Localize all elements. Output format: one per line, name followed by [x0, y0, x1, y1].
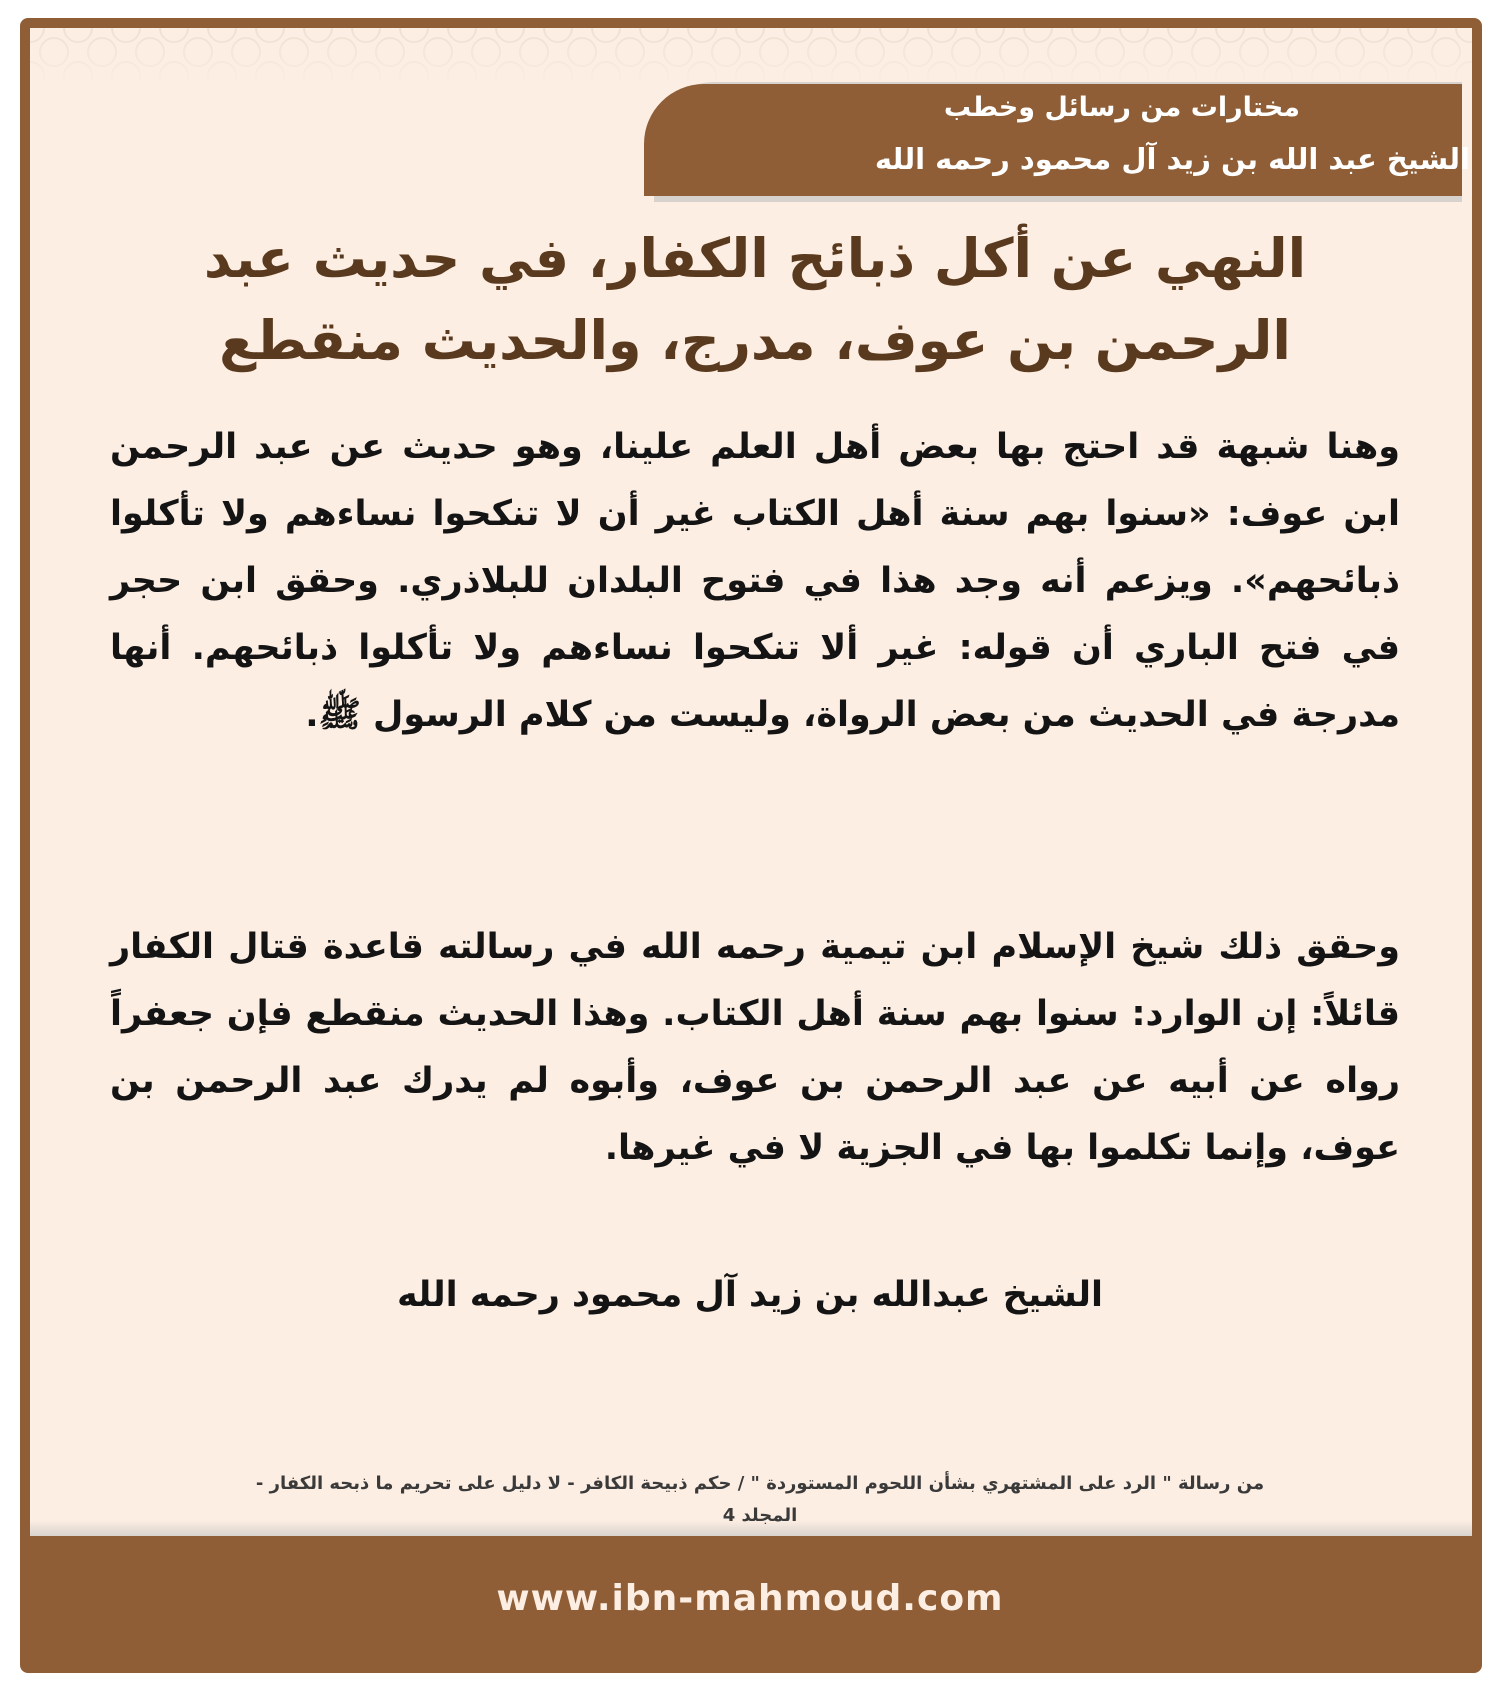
author-header: الشيخ عبد الله بن زيد آل محمود رحمه الله	[874, 142, 1470, 176]
paragraph-2: وحقق ذلك شيخ الإسلام ابن تيمية رحمه الله في رسالته قاعدة قتال الكفار قائلاً: إن الوارد: سنوا بهم سنة أهل الكتاب. وهذا الحديث منقطع فإن جعفراً رواه عن أبيه عن عبد الرحمن بن عوف، وأبوه لم يدرك عبد الرحمن بن عوف، وإنما تكلموا بها في الجزية لا في غيرها.	[110, 927, 1400, 1168]
website-link[interactable]: www.ibn-mahmoud.com	[496, 1578, 1004, 1619]
author-signature: الشيخ عبدالله بن زيد آل محمود رحمه الله	[396, 1275, 1104, 1315]
paragraph-1: وهنا شبهة قد احتج بها بعض أهل العلم علينا، وهو حديث عن عبد الرحمن ابن عوف: «سنوا بهم سنة أهل الكتاب غير أن لا تنكحوا نساءهم ولا تأكلوا ذبائحهم». ويزعم أنه وجد هذا في فتوح البلدان للبلاذري. وحقق ابن حجر في فتح الباري أن قوله: غير ألا تنكحوا نساءهم ولا تأكلوا ذبائحهم. أنها مدرجة في الحديث من بعض الرواة، وليست من كلام الرسول ﷺ.	[110, 427, 1400, 735]
decorative-pattern	[30, 28, 1472, 88]
source-citation	[150, 1468, 1370, 1532]
source-line-1: من رسالة " الرد على المشتهري بشأن اللحوم المستوردة " / حكم ذبيحة الكافر - لا دليل على تحريم ما ذبحه الكفار -	[255, 1473, 1265, 1494]
article-title: النهي عن أكل ذبائح الكفار، في حديث عبد الرحمن بن عوف، مدرج، والحديث منقطع	[203, 227, 1307, 372]
source-line-2: المجلد 4	[722, 1505, 798, 1526]
series-title: مختارات من رسائل وخطب	[943, 92, 1300, 123]
